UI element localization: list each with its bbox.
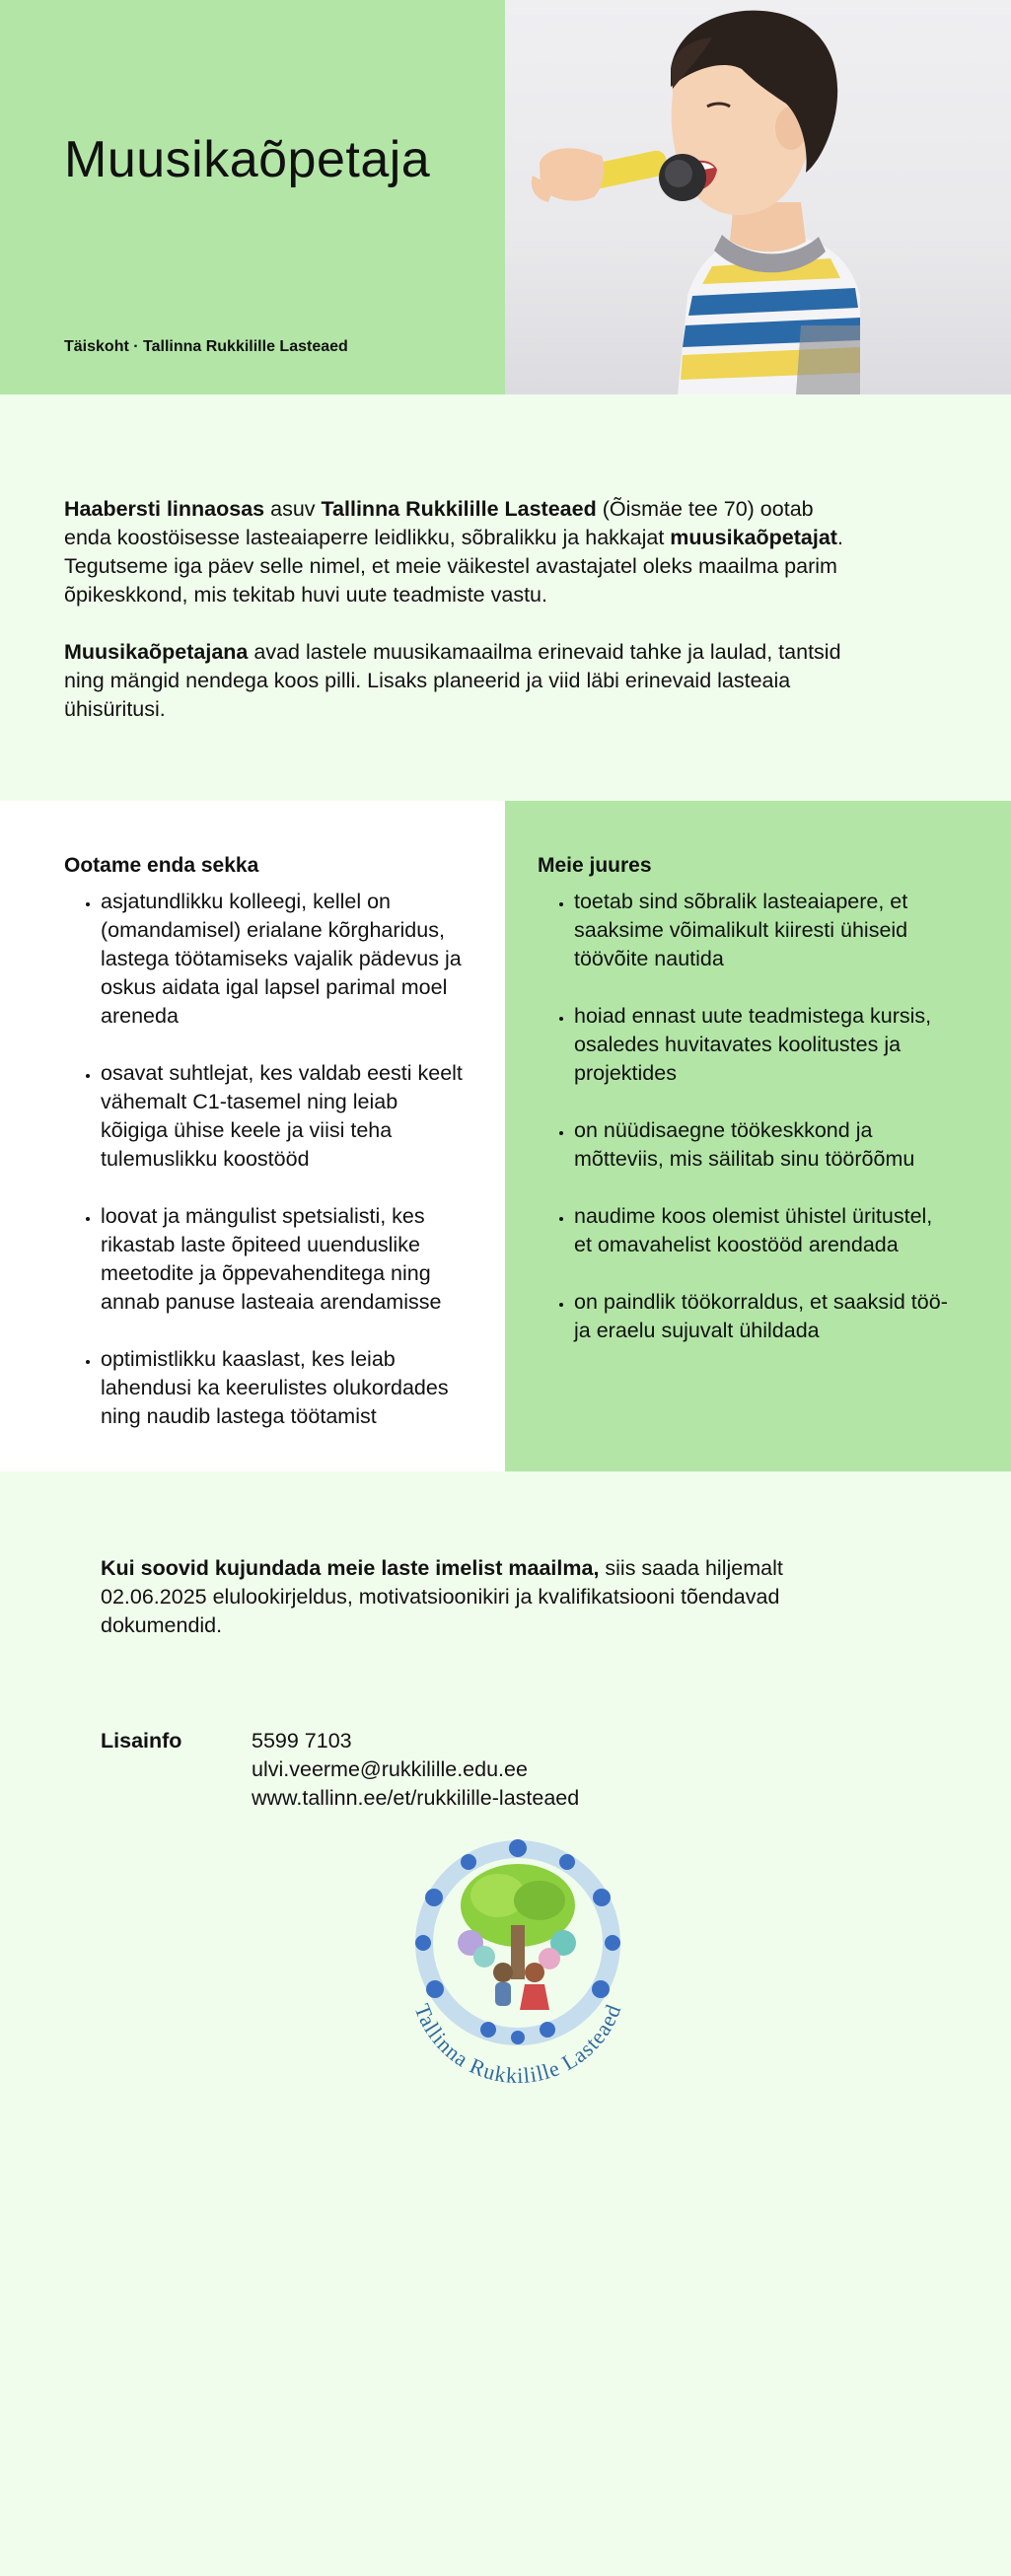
- contact-phone: 5599 7103: [252, 1729, 352, 1753]
- list-item: • osavat suhtlejat, kes valdab eesti keelt vähemalt C1-tasemel ning leiab kõigiga ühise keele ja viisi teha tulemuslikku koostööd: [101, 1059, 466, 1174]
- list-item: • asjatundlikku kolleegi, kellel on (omandamisel) erialane kõrgharidus, lastega töötamiseks vajalik pädevus ja oskus aidata igal lapsel parimal moel areneda: [101, 888, 466, 1031]
- wanted-column: [0, 801, 505, 1471]
- hero-panel: [0, 0, 505, 394]
- job-subtitle: Täiskoht · Tallinna Rukkilille Lasteaed: [64, 338, 348, 355]
- contact-email[interactable]: ulvi.veerme@rukkilille.edu.ee: [252, 1757, 528, 1781]
- apply-section: [0, 1471, 1011, 2576]
- intro-position: muusikaõpetajat: [670, 526, 837, 549]
- contact-lines: [252, 1727, 579, 1813]
- boy-singing-photo: [505, 0, 1011, 394]
- wanted-heading: Ootame enda sekka: [64, 854, 259, 877]
- logo-text: Tallinna Rukkilille Lasteaed: [409, 2000, 626, 2083]
- apply-paragraph: [101, 1554, 811, 1640]
- list-item: • naudime koos olemist ühistel üritustel, et omavahelist koostööd arendada: [574, 1202, 952, 1259]
- list-item: • optimistlikku kaaslast, kes leiab lahendusi ka keerulistes olukordades ning naudib lastega töötamist: [101, 1345, 466, 1431]
- job-title: Muusikaõpetaja: [64, 131, 431, 188]
- hero: [0, 0, 1011, 394]
- offer-heading: Meie juures: [538, 854, 652, 877]
- contact-label: Lisainfo: [101, 1729, 182, 1753]
- contact-website[interactable]: www.tallinn.ee/et/rukkilille-lasteaed: [252, 1786, 580, 1810]
- offer-list: [538, 888, 952, 1345]
- intro-kindergarten-name: Tallinna Rukkilille Lasteaed: [321, 497, 597, 521]
- intro-role: Muusikaõpetajana: [64, 640, 249, 664]
- intro-paragraph-1: [64, 495, 853, 609]
- apply-text: siis saada hiljemalt 02.06.2025 elulookirjeldus, motivatsioonikiri ja kvalifikatsiooni tõendavad dokumendid.: [101, 1556, 783, 1637]
- wanted-list: [64, 888, 466, 1431]
- list-item: • on nüüdisaegne töökeskkond ja mõtteviis, mis säilitab sinu töörõõmu: [574, 1116, 952, 1174]
- boy-microphone-illustration: [505, 0, 1011, 394]
- offer-column: [505, 801, 1011, 1471]
- apply-lead: Kui soovid kujundada meie laste imelist maailma,: [101, 1556, 600, 1580]
- intro-text: (Õismäe tee 70) ootab enda koostöisesse lasteaiaperre leidlikku, sõbralikku ja hakkajat: [64, 497, 814, 549]
- list-item: • loovat ja mängulist spetsialisti, kes rikastab laste õpiteed uuenduslike meetodite ja õppevahenditega ning annab panuse lasteaia arendamisse: [101, 1202, 466, 1317]
- intro-text: avad lastele muusikamaailma erinevaid tahke ja laulad, tantsid ning mängid nendega koos pilli. Lisaks planeerid ja viid läbi erinevaid lasteaia ühisüritusi.: [64, 640, 841, 721]
- list-item: • hoiad ennast uute teadmistega kursis, osaledes huvitavates koolitustes ja projektides: [574, 1002, 952, 1088]
- intro-paragraph-2: [64, 638, 853, 724]
- contact-info: [101, 1727, 1011, 1813]
- details-section: [0, 801, 1011, 1471]
- intro-text: . Tegutseme iga päev selle nimel, et meie väikestel avastajatel oleks maailma parim õpikeskkond, mis tekitab huvi uute teadmiste vastu.: [64, 526, 843, 607]
- list-item: • toetab sind sõbralik lasteaiapere, et saaksime võimalikult kiiresti ühiseid töövõite nautida: [574, 888, 952, 973]
- intro-district: Haabersti linnaosas: [64, 497, 265, 521]
- list-item: • on paindlik töökorraldus, et saaksid töö- ja eraelu sujuvalt ühildada: [574, 1288, 952, 1345]
- intro-text: asuv: [264, 497, 322, 521]
- kindergarten-logo: [390, 1826, 646, 2083]
- intro-section: [0, 394, 1011, 801]
